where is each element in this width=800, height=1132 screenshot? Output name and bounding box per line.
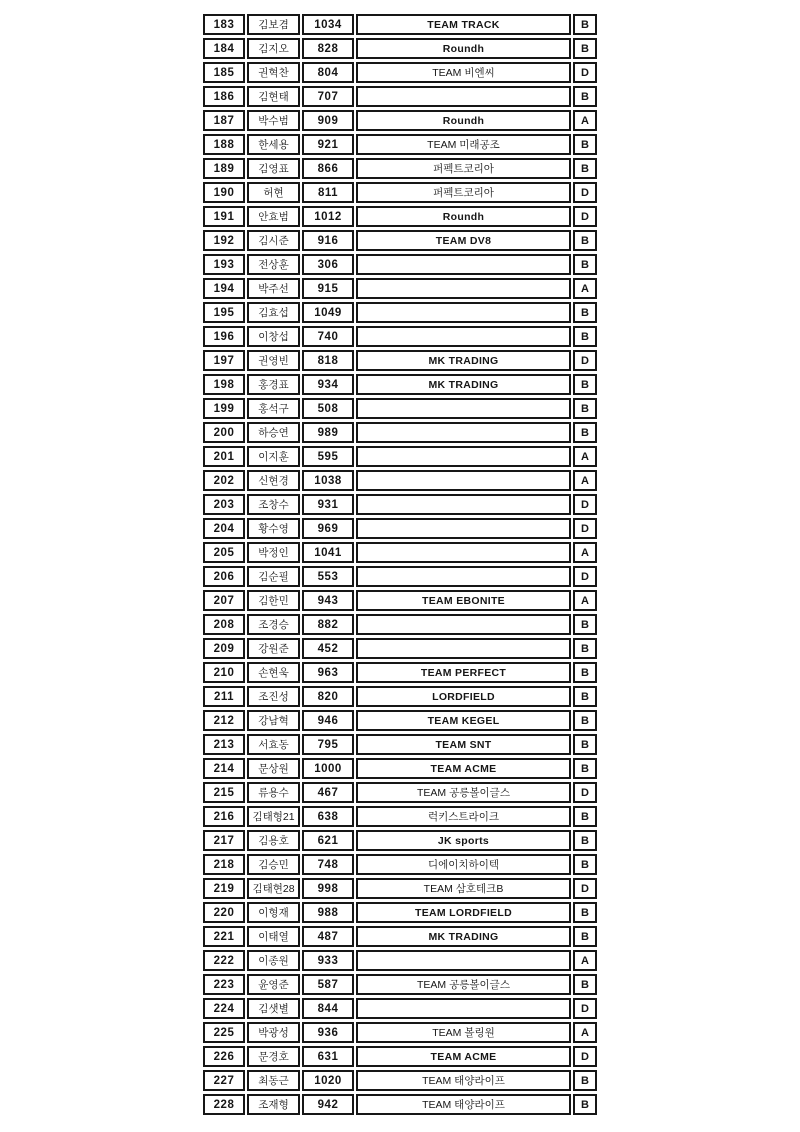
rank-cell: 203 [203, 494, 245, 515]
table-row [203, 422, 597, 443]
team-name-cell [356, 950, 571, 971]
table-row [203, 710, 597, 731]
rank-cell: 189 [203, 158, 245, 179]
rank-cell: 202 [203, 470, 245, 491]
rank-cell: 209 [203, 638, 245, 659]
team-name-cell [356, 518, 571, 539]
rank-cell: 226 [203, 1046, 245, 1067]
member-number-cell: 508 [302, 398, 354, 419]
player-name-cell: 윤영준 [247, 974, 300, 995]
division-cell: B [573, 806, 597, 827]
member-number-cell: 306 [302, 254, 354, 275]
division-cell: D [573, 998, 597, 1019]
player-name-cell: 박주선 [247, 278, 300, 299]
rank-cell: 197 [203, 350, 245, 371]
table-row [203, 326, 597, 347]
rank-cell: 207 [203, 590, 245, 611]
team-name-cell: TEAM ACME [356, 758, 571, 779]
team-name-cell [356, 446, 571, 467]
member-number-cell: 621 [302, 830, 354, 851]
member-number-cell: 638 [302, 806, 354, 827]
player-name-cell: 김효섭 [247, 302, 300, 323]
team-name-cell: 럭키스트라이크 [356, 806, 571, 827]
division-cell: B [573, 758, 597, 779]
table-row [203, 446, 597, 467]
division-cell: B [573, 158, 597, 179]
player-name-cell: 김순필 [247, 566, 300, 587]
rank-cell: 221 [203, 926, 245, 947]
member-number-cell: 1041 [302, 542, 354, 563]
table-row [203, 782, 597, 803]
team-name-cell [356, 614, 571, 635]
table-row [203, 302, 597, 323]
division-cell: D [573, 206, 597, 227]
member-number-cell: 828 [302, 38, 354, 59]
member-number-cell: 989 [302, 422, 354, 443]
team-name-cell: MK TRADING [356, 350, 571, 371]
table-row [203, 350, 597, 371]
table-row [203, 566, 597, 587]
division-cell: B [573, 734, 597, 755]
table-row [203, 806, 597, 827]
division-cell: B [573, 14, 597, 35]
member-number-cell: 942 [302, 1094, 354, 1115]
rank-cell: 205 [203, 542, 245, 563]
rank-cell: 187 [203, 110, 245, 131]
player-name-cell: 박정인 [247, 542, 300, 563]
team-name-cell: TEAM PERFECT [356, 662, 571, 683]
rank-cell: 200 [203, 422, 245, 443]
table-row [203, 158, 597, 179]
division-cell: B [573, 614, 597, 635]
division-cell: A [573, 542, 597, 563]
table-row [203, 830, 597, 851]
division-cell: A [573, 950, 597, 971]
division-cell: B [573, 974, 597, 995]
player-name-cell: 문상원 [247, 758, 300, 779]
division-cell: B [573, 710, 597, 731]
table-row [203, 230, 597, 251]
rank-cell: 225 [203, 1022, 245, 1043]
player-name-cell: 서효동 [247, 734, 300, 755]
member-number-cell: 943 [302, 590, 354, 611]
team-name-cell: TEAM 미래공조 [356, 134, 571, 155]
division-cell: A [573, 470, 597, 491]
team-name-cell [356, 494, 571, 515]
team-name-cell: TEAM SNT [356, 734, 571, 755]
member-number-cell: 795 [302, 734, 354, 755]
member-number-cell: 934 [302, 374, 354, 395]
table-row [203, 110, 597, 131]
division-cell: B [573, 326, 597, 347]
roster-table-body [203, 14, 597, 1115]
team-name-cell: Roundh [356, 38, 571, 59]
rank-cell: 204 [203, 518, 245, 539]
rank-cell: 224 [203, 998, 245, 1019]
table-row [203, 998, 597, 1019]
division-cell: B [573, 374, 597, 395]
member-number-cell: 818 [302, 350, 354, 371]
player-name-cell: 조창수 [247, 494, 300, 515]
division-cell: B [573, 854, 597, 875]
team-name-cell: 퍼펙트코리아 [356, 158, 571, 179]
team-name-cell: TEAM 삼호테크B [356, 878, 571, 899]
division-cell: D [573, 878, 597, 899]
player-name-cell: 김지오 [247, 38, 300, 59]
division-cell: D [573, 566, 597, 587]
division-cell: D [573, 518, 597, 539]
team-name-cell: Roundh [356, 110, 571, 131]
team-name-cell: TEAM 공릉볼이글스 [356, 782, 571, 803]
team-name-cell: MK TRADING [356, 926, 571, 947]
rank-cell: 228 [203, 1094, 245, 1115]
player-name-cell: 최동근 [247, 1070, 300, 1091]
table-row [203, 950, 597, 971]
player-name-cell: 손현욱 [247, 662, 300, 683]
player-name-cell: 조재형 [247, 1094, 300, 1115]
division-cell: B [573, 830, 597, 851]
division-cell: A [573, 1022, 597, 1043]
player-name-cell: 문경호 [247, 1046, 300, 1067]
player-name-cell: 이창섭 [247, 326, 300, 347]
team-name-cell: JK sports [356, 830, 571, 851]
member-number-cell: 1000 [302, 758, 354, 779]
division-cell: D [573, 350, 597, 371]
rank-cell: 206 [203, 566, 245, 587]
member-number-cell: 969 [302, 518, 354, 539]
division-cell: B [573, 926, 597, 947]
rank-cell: 227 [203, 1070, 245, 1091]
rank-cell: 212 [203, 710, 245, 731]
table-row [203, 134, 597, 155]
team-name-cell [356, 566, 571, 587]
team-name-cell: 디에이치하이텍 [356, 854, 571, 875]
member-number-cell: 946 [302, 710, 354, 731]
member-number-cell: 587 [302, 974, 354, 995]
team-name-cell: LORDFIELD [356, 686, 571, 707]
division-cell: B [573, 230, 597, 251]
team-name-cell: TEAM 볼링원 [356, 1022, 571, 1043]
team-name-cell [356, 470, 571, 491]
rank-cell: 186 [203, 86, 245, 107]
team-name-cell: TEAM ACME [356, 1046, 571, 1067]
member-number-cell: 452 [302, 638, 354, 659]
member-number-cell: 1038 [302, 470, 354, 491]
member-number-cell: 595 [302, 446, 354, 467]
table-row [203, 14, 597, 35]
member-number-cell: 631 [302, 1046, 354, 1067]
division-cell: B [573, 1070, 597, 1091]
member-number-cell: 963 [302, 662, 354, 683]
member-number-cell: 748 [302, 854, 354, 875]
player-name-cell: 홍석구 [247, 398, 300, 419]
rank-cell: 185 [203, 62, 245, 83]
rank-cell: 216 [203, 806, 245, 827]
team-name-cell [356, 422, 571, 443]
table-row [203, 62, 597, 83]
table-row [203, 878, 597, 899]
rank-cell: 196 [203, 326, 245, 347]
member-number-cell: 804 [302, 62, 354, 83]
player-name-cell: 안효범 [247, 206, 300, 227]
rank-cell: 183 [203, 14, 245, 35]
player-name-cell: 김시준 [247, 230, 300, 251]
roster-table [201, 11, 599, 1118]
member-number-cell: 915 [302, 278, 354, 299]
player-name-cell: 김현태 [247, 86, 300, 107]
division-cell: D [573, 494, 597, 515]
member-number-cell: 909 [302, 110, 354, 131]
member-number-cell: 811 [302, 182, 354, 203]
table-row [203, 926, 597, 947]
table-row [203, 1094, 597, 1115]
division-cell: B [573, 86, 597, 107]
member-number-cell: 1049 [302, 302, 354, 323]
member-number-cell: 1012 [302, 206, 354, 227]
member-number-cell: 467 [302, 782, 354, 803]
table-row [203, 662, 597, 683]
rank-cell: 223 [203, 974, 245, 995]
division-cell: D [573, 1046, 597, 1067]
rank-cell: 184 [203, 38, 245, 59]
player-name-cell: 김태형21 [247, 806, 300, 827]
rank-cell: 195 [203, 302, 245, 323]
player-name-cell: 전상훈 [247, 254, 300, 275]
rank-cell: 190 [203, 182, 245, 203]
division-cell: B [573, 38, 597, 59]
team-name-cell: TEAM LORDFIELD [356, 902, 571, 923]
player-name-cell: 하승연 [247, 422, 300, 443]
player-name-cell: 김샛별 [247, 998, 300, 1019]
player-name-cell: 김영표 [247, 158, 300, 179]
division-cell: B [573, 902, 597, 923]
member-number-cell: 931 [302, 494, 354, 515]
team-name-cell: TEAM KEGEL [356, 710, 571, 731]
team-name-cell: MK TRADING [356, 374, 571, 395]
team-name-cell: 퍼펙트코리아 [356, 182, 571, 203]
player-name-cell: 강원준 [247, 638, 300, 659]
member-number-cell: 1034 [302, 14, 354, 35]
member-number-cell: 553 [302, 566, 354, 587]
team-name-cell [356, 998, 571, 1019]
team-name-cell [356, 542, 571, 563]
team-name-cell [356, 254, 571, 275]
table-row [203, 1070, 597, 1091]
team-name-cell: Roundh [356, 206, 571, 227]
rank-cell: 219 [203, 878, 245, 899]
rank-cell: 188 [203, 134, 245, 155]
team-name-cell [356, 398, 571, 419]
rank-cell: 208 [203, 614, 245, 635]
player-name-cell: 조진성 [247, 686, 300, 707]
rank-cell: 199 [203, 398, 245, 419]
member-number-cell: 933 [302, 950, 354, 971]
player-name-cell: 신현경 [247, 470, 300, 491]
team-name-cell: TEAM 태양라이프 [356, 1094, 571, 1115]
division-cell: A [573, 446, 597, 467]
division-cell: B [573, 686, 597, 707]
rank-cell: 201 [203, 446, 245, 467]
member-number-cell: 882 [302, 614, 354, 635]
division-cell: B [573, 1094, 597, 1115]
rank-cell: 213 [203, 734, 245, 755]
member-number-cell: 998 [302, 878, 354, 899]
table-row [203, 254, 597, 275]
team-name-cell: TEAM EBONITE [356, 590, 571, 611]
member-number-cell: 916 [302, 230, 354, 251]
team-name-cell: TEAM 태양라이프 [356, 1070, 571, 1091]
player-name-cell: 허현 [247, 182, 300, 203]
team-name-cell [356, 86, 571, 107]
member-number-cell: 740 [302, 326, 354, 347]
rank-cell: 210 [203, 662, 245, 683]
player-name-cell: 이태열 [247, 926, 300, 947]
table-row [203, 398, 597, 419]
rank-cell: 214 [203, 758, 245, 779]
table-row [203, 38, 597, 59]
division-cell: B [573, 638, 597, 659]
team-name-cell [356, 326, 571, 347]
rank-cell: 218 [203, 854, 245, 875]
player-name-cell: 김한민 [247, 590, 300, 611]
table-row [203, 758, 597, 779]
rank-cell: 215 [203, 782, 245, 803]
player-name-cell: 김용호 [247, 830, 300, 851]
player-name-cell: 김승민 [247, 854, 300, 875]
division-cell: A [573, 110, 597, 131]
player-name-cell: 황수영 [247, 518, 300, 539]
player-name-cell: 이형재 [247, 902, 300, 923]
team-name-cell: TEAM TRACK [356, 14, 571, 35]
division-cell: B [573, 302, 597, 323]
member-number-cell: 707 [302, 86, 354, 107]
table-row [203, 686, 597, 707]
division-cell: A [573, 278, 597, 299]
player-name-cell: 이지훈 [247, 446, 300, 467]
division-cell: B [573, 254, 597, 275]
member-number-cell: 820 [302, 686, 354, 707]
division-cell: B [573, 422, 597, 443]
table-row [203, 86, 597, 107]
rank-cell: 193 [203, 254, 245, 275]
division-cell: D [573, 782, 597, 803]
player-name-cell: 한세용 [247, 134, 300, 155]
team-name-cell [356, 638, 571, 659]
table-row [203, 470, 597, 491]
player-name-cell: 권혁찬 [247, 62, 300, 83]
division-cell: B [573, 398, 597, 419]
table-row [203, 1022, 597, 1043]
table-row [203, 734, 597, 755]
division-cell: D [573, 62, 597, 83]
rank-cell: 191 [203, 206, 245, 227]
rank-cell: 211 [203, 686, 245, 707]
division-cell: B [573, 134, 597, 155]
player-name-cell: 조경승 [247, 614, 300, 635]
table-row [203, 494, 597, 515]
player-name-cell: 이종원 [247, 950, 300, 971]
player-name-cell: 권영빈 [247, 350, 300, 371]
player-name-cell: 김태현28 [247, 878, 300, 899]
rank-cell: 220 [203, 902, 245, 923]
division-cell: A [573, 590, 597, 611]
rank-cell: 194 [203, 278, 245, 299]
rank-cell: 222 [203, 950, 245, 971]
member-number-cell: 936 [302, 1022, 354, 1043]
table-row [203, 374, 597, 395]
team-name-cell [356, 302, 571, 323]
table-row [203, 278, 597, 299]
table-row [203, 590, 597, 611]
table-row [203, 902, 597, 923]
member-number-cell: 1020 [302, 1070, 354, 1091]
table-row [203, 614, 597, 635]
player-name-cell: 박광성 [247, 1022, 300, 1043]
member-number-cell: 844 [302, 998, 354, 1019]
player-name-cell: 류용수 [247, 782, 300, 803]
table-row [203, 854, 597, 875]
rank-cell: 217 [203, 830, 245, 851]
table-row [203, 542, 597, 563]
table-row [203, 638, 597, 659]
table-row [203, 182, 597, 203]
division-cell: B [573, 662, 597, 683]
team-name-cell [356, 278, 571, 299]
table-row [203, 974, 597, 995]
team-name-cell: TEAM 비엔씨 [356, 62, 571, 83]
rank-cell: 198 [203, 374, 245, 395]
member-number-cell: 921 [302, 134, 354, 155]
table-row [203, 1046, 597, 1067]
member-number-cell: 988 [302, 902, 354, 923]
player-name-cell: 강남혁 [247, 710, 300, 731]
team-name-cell: TEAM 공릉볼이글스 [356, 974, 571, 995]
member-number-cell: 866 [302, 158, 354, 179]
player-name-cell: 홍경표 [247, 374, 300, 395]
rank-cell: 192 [203, 230, 245, 251]
player-name-cell: 김보겸 [247, 14, 300, 35]
team-name-cell: TEAM DV8 [356, 230, 571, 251]
player-name-cell: 박수범 [247, 110, 300, 131]
member-number-cell: 487 [302, 926, 354, 947]
table-row [203, 206, 597, 227]
division-cell: D [573, 182, 597, 203]
table-row [203, 518, 597, 539]
